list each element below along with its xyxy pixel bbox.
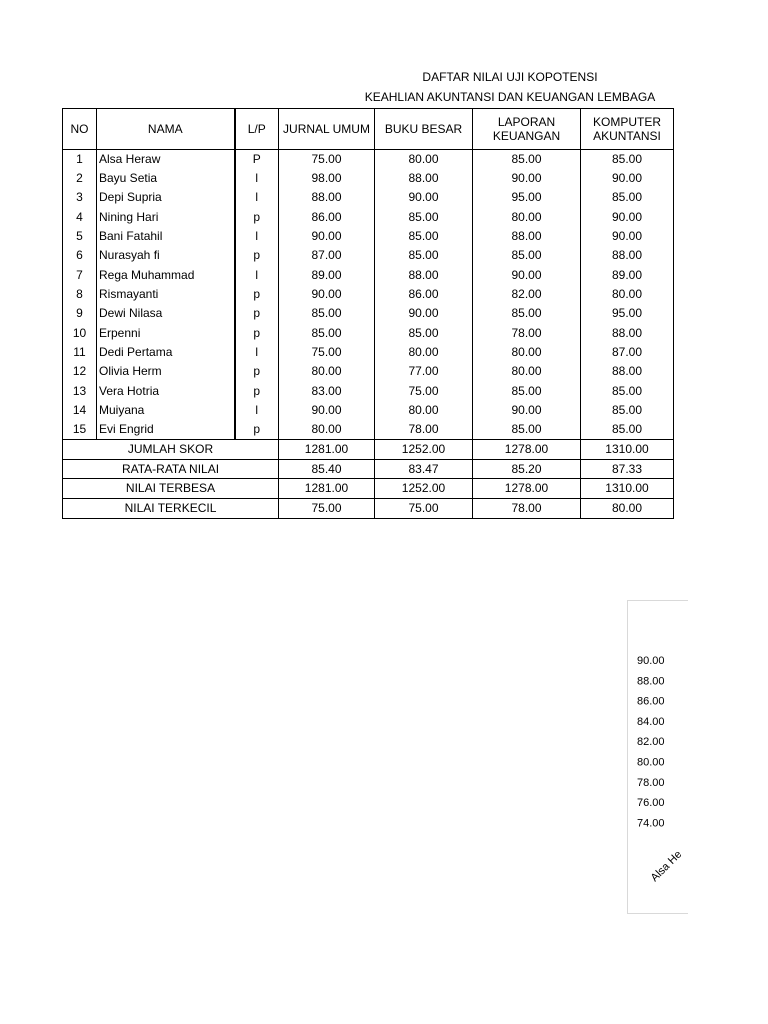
cell-laporan-keuangan: 85.00: [473, 304, 581, 323]
summary-laporan: 85.20: [473, 459, 581, 479]
summary-label: NILAI TERBESA: [63, 479, 279, 499]
cell-nama: Nurasyah fi: [97, 246, 235, 265]
table-row: [63, 362, 674, 381]
header-no: NO: [63, 109, 97, 150]
cell-lp: p: [235, 246, 279, 265]
cell-jurnal-umum: 86.00: [279, 208, 375, 227]
summary-buku: 1252.00: [375, 479, 473, 499]
cell-buku-besar: 80.00: [375, 150, 473, 169]
cell-lp: l: [235, 266, 279, 285]
cell-nama: Muiyana: [97, 401, 235, 420]
cell-komputer-akuntansi: 88.00: [581, 246, 674, 265]
cell-no: 13: [63, 382, 97, 401]
cell-buku-besar: 88.00: [375, 169, 473, 188]
y-tick-label: 78.00: [637, 776, 665, 789]
title-line-2: KEAHLIAN AKUNTANSI DAN KEUANGAN LEMBAGA: [364, 90, 656, 104]
cell-komputer-akuntansi: 90.00: [581, 208, 674, 227]
summary-row: [63, 498, 674, 518]
cell-jurnal-umum: 88.00: [279, 188, 375, 207]
summary-komputer: 87.33: [581, 459, 674, 479]
summary-komputer: 1310.00: [581, 479, 674, 499]
cell-laporan-keuangan: 82.00: [473, 285, 581, 304]
table-row: [63, 420, 674, 439]
cell-no: 12: [63, 362, 97, 381]
summary-jurnal: 85.40: [279, 459, 375, 479]
y-tick-label: 90.00: [637, 655, 665, 667]
cell-laporan-keuangan: 80.00: [473, 362, 581, 381]
cell-jurnal-umum: 80.00: [279, 420, 375, 439]
table-row: [63, 208, 674, 227]
cell-komputer-akuntansi: 85.00: [581, 382, 674, 401]
cell-komputer-akuntansi: 87.00: [581, 343, 674, 362]
cell-no: 15: [63, 420, 97, 439]
table-row: [63, 188, 674, 207]
cell-no: 4: [63, 208, 97, 227]
cell-no: 2: [63, 169, 97, 188]
cell-laporan-keuangan: 80.00: [473, 208, 581, 227]
cell-lp: l: [235, 169, 279, 188]
cell-lp: l: [235, 227, 279, 246]
cell-buku-besar: 85.00: [375, 324, 473, 343]
cell-laporan-keuangan: 90.00: [473, 169, 581, 188]
cell-laporan-keuangan: 90.00: [473, 266, 581, 285]
header-lp: L/P: [235, 109, 279, 150]
cell-nama: Dewi Nilasa: [97, 304, 235, 323]
cell-komputer-akuntansi: 90.00: [581, 169, 674, 188]
cell-lp: p: [235, 420, 279, 439]
cell-jurnal-umum: 87.00: [279, 246, 375, 265]
cell-jurnal-umum: 80.00: [279, 362, 375, 381]
cell-no: 8: [63, 285, 97, 304]
cell-komputer-akuntansi: 85.00: [581, 150, 674, 169]
table-row: [63, 246, 674, 265]
cell-komputer-akuntansi: 95.00: [581, 304, 674, 323]
cell-buku-besar: 80.00: [375, 401, 473, 420]
cell-lp: p: [235, 382, 279, 401]
header-komputer-akuntansi: KOMPUTER AKUNTANSI: [581, 109, 674, 150]
cell-lp: p: [235, 304, 279, 323]
summary-buku: 83.47: [375, 459, 473, 479]
cell-no: 10: [63, 324, 97, 343]
summary-label: JUMLAH SKOR: [63, 440, 279, 460]
cell-no: 7: [63, 266, 97, 285]
cell-jurnal-umum: 90.00: [279, 227, 375, 246]
cell-jurnal-umum: 98.00: [279, 169, 375, 188]
table-row: [63, 343, 674, 362]
cell-jurnal-umum: 90.00: [279, 401, 375, 420]
cell-jurnal-umum: 85.00: [279, 304, 375, 323]
summary-laporan: 78.00: [473, 498, 581, 518]
summary-komputer: 1310.00: [581, 440, 674, 460]
summary-komputer: 80.00: [581, 498, 674, 518]
cell-komputer-akuntansi: 88.00: [581, 362, 674, 381]
header-nama: NAMA: [97, 109, 235, 150]
cell-lp: p: [235, 362, 279, 381]
summary-buku: 1252.00: [375, 440, 473, 460]
cell-laporan-keuangan: 90.00: [473, 401, 581, 420]
cell-nama: Nining Hari: [97, 208, 235, 227]
cell-lp: l: [235, 343, 279, 362]
cell-buku-besar: 90.00: [375, 188, 473, 207]
table-row: [63, 150, 674, 169]
y-tick-label: 86.00: [637, 695, 665, 708]
cell-komputer-akuntansi: 90.00: [581, 227, 674, 246]
summary-jurnal: 1281.00: [279, 479, 375, 499]
chart-area: [627, 600, 687, 912]
cell-no: 9: [63, 304, 97, 323]
cell-buku-besar: 85.00: [375, 246, 473, 265]
y-tick-label: 76.00: [637, 797, 665, 810]
cell-lp: P: [235, 150, 279, 169]
cell-buku-besar: 78.00: [375, 420, 473, 439]
cell-nama: Depi Supria: [97, 188, 235, 207]
cell-buku-besar: 90.00: [375, 304, 473, 323]
table-row: [63, 382, 674, 401]
cell-nama: Bayu Setia: [97, 169, 235, 188]
cell-lp: l: [235, 188, 279, 207]
cell-laporan-keuangan: 85.00: [473, 150, 581, 169]
cell-komputer-akuntansi: 80.00: [581, 285, 674, 304]
cell-lp: p: [235, 285, 279, 304]
cell-nama: Dedi Pertama: [97, 343, 235, 362]
cell-no: 5: [63, 227, 97, 246]
summary-laporan: 1278.00: [473, 440, 581, 460]
y-tick-label: 82.00: [637, 736, 665, 749]
table-row: [63, 227, 674, 246]
summary-buku: 75.00: [375, 498, 473, 518]
cell-buku-besar: 85.00: [375, 227, 473, 246]
cell-jurnal-umum: 75.00: [279, 343, 375, 362]
cell-laporan-keuangan: 95.00: [473, 188, 581, 207]
cell-buku-besar: 77.00: [375, 362, 473, 381]
cell-komputer-akuntansi: 85.00: [581, 188, 674, 207]
cell-laporan-keuangan: 88.00: [473, 227, 581, 246]
y-tick-label: 88.00: [637, 675, 665, 688]
summary-label: NILAI TERKECIL: [63, 498, 279, 518]
cell-no: 6: [63, 246, 97, 265]
score-table: [62, 108, 674, 519]
cell-no: 3: [63, 188, 97, 207]
cell-buku-besar: 86.00: [375, 285, 473, 304]
cell-lp: p: [235, 324, 279, 343]
y-tick-label: 84.00: [637, 715, 665, 728]
summary-row: [63, 440, 674, 460]
y-tick-label: 74.00: [637, 817, 665, 830]
y-tick-label: 80.00: [637, 756, 665, 769]
table-row: [63, 324, 674, 343]
header-jurnal-umum: JURNAL UMUM: [279, 109, 375, 150]
table-row: [63, 304, 674, 323]
cell-nama: Alsa Heraw: [97, 150, 235, 169]
cell-nama: Vera Hotria: [97, 382, 235, 401]
summary-row: [63, 459, 674, 479]
table-row: [63, 285, 674, 304]
summary-jurnal: 1281.00: [279, 440, 375, 460]
cell-jurnal-umum: 85.00: [279, 324, 375, 343]
cell-jurnal-umum: 89.00: [279, 266, 375, 285]
cell-nama: Erpenni: [97, 324, 235, 343]
x-category-label: Alsa He: [648, 848, 685, 885]
summary-laporan: 1278.00: [473, 479, 581, 499]
table-row: [63, 266, 674, 285]
cell-nama: Rega Muhammad: [97, 266, 235, 285]
summary-jurnal: 75.00: [279, 498, 375, 518]
cell-komputer-akuntansi: 88.00: [581, 324, 674, 343]
cell-laporan-keuangan: 85.00: [473, 246, 581, 265]
cell-buku-besar: 80.00: [375, 343, 473, 362]
cell-buku-besar: 88.00: [375, 266, 473, 285]
cell-laporan-keuangan: 85.00: [473, 420, 581, 439]
cell-lp: l: [235, 401, 279, 420]
cell-laporan-keuangan: 80.00: [473, 343, 581, 362]
summary-row: [63, 479, 674, 499]
summary-label: RATA-RATA NILAI: [63, 459, 279, 479]
table-row: [63, 169, 674, 188]
header-row: [63, 109, 674, 150]
header-laporan-keuangan: LAPORAN KEUANGAN: [473, 109, 581, 150]
cell-lp: p: [235, 208, 279, 227]
cell-no: 1: [63, 150, 97, 169]
cell-no: 11: [63, 343, 97, 362]
cell-buku-besar: 85.00: [375, 208, 473, 227]
cell-no: 14: [63, 401, 97, 420]
cell-komputer-akuntansi: 85.00: [581, 401, 674, 420]
cell-komputer-akuntansi: 89.00: [581, 266, 674, 285]
cell-komputer-akuntansi: 85.00: [581, 420, 674, 439]
cell-buku-besar: 75.00: [375, 382, 473, 401]
cell-nama: Bani Fatahil: [97, 227, 235, 246]
cell-laporan-keuangan: 85.00: [473, 382, 581, 401]
header-buku-besar: BUKU BESAR: [375, 109, 473, 150]
title-line-1: DAFTAR NILAI UJI KOPOTENSI: [422, 70, 598, 84]
cell-jurnal-umum: 75.00: [279, 150, 375, 169]
cell-laporan-keuangan: 78.00: [473, 324, 581, 343]
cell-jurnal-umum: 83.00: [279, 382, 375, 401]
cell-nama: Rismayanti: [97, 285, 235, 304]
cell-nama: Evi Engrid: [97, 420, 235, 439]
cell-jurnal-umum: 90.00: [279, 285, 375, 304]
cell-nama: Olivia Herm: [97, 362, 235, 381]
table-row: [63, 401, 674, 420]
